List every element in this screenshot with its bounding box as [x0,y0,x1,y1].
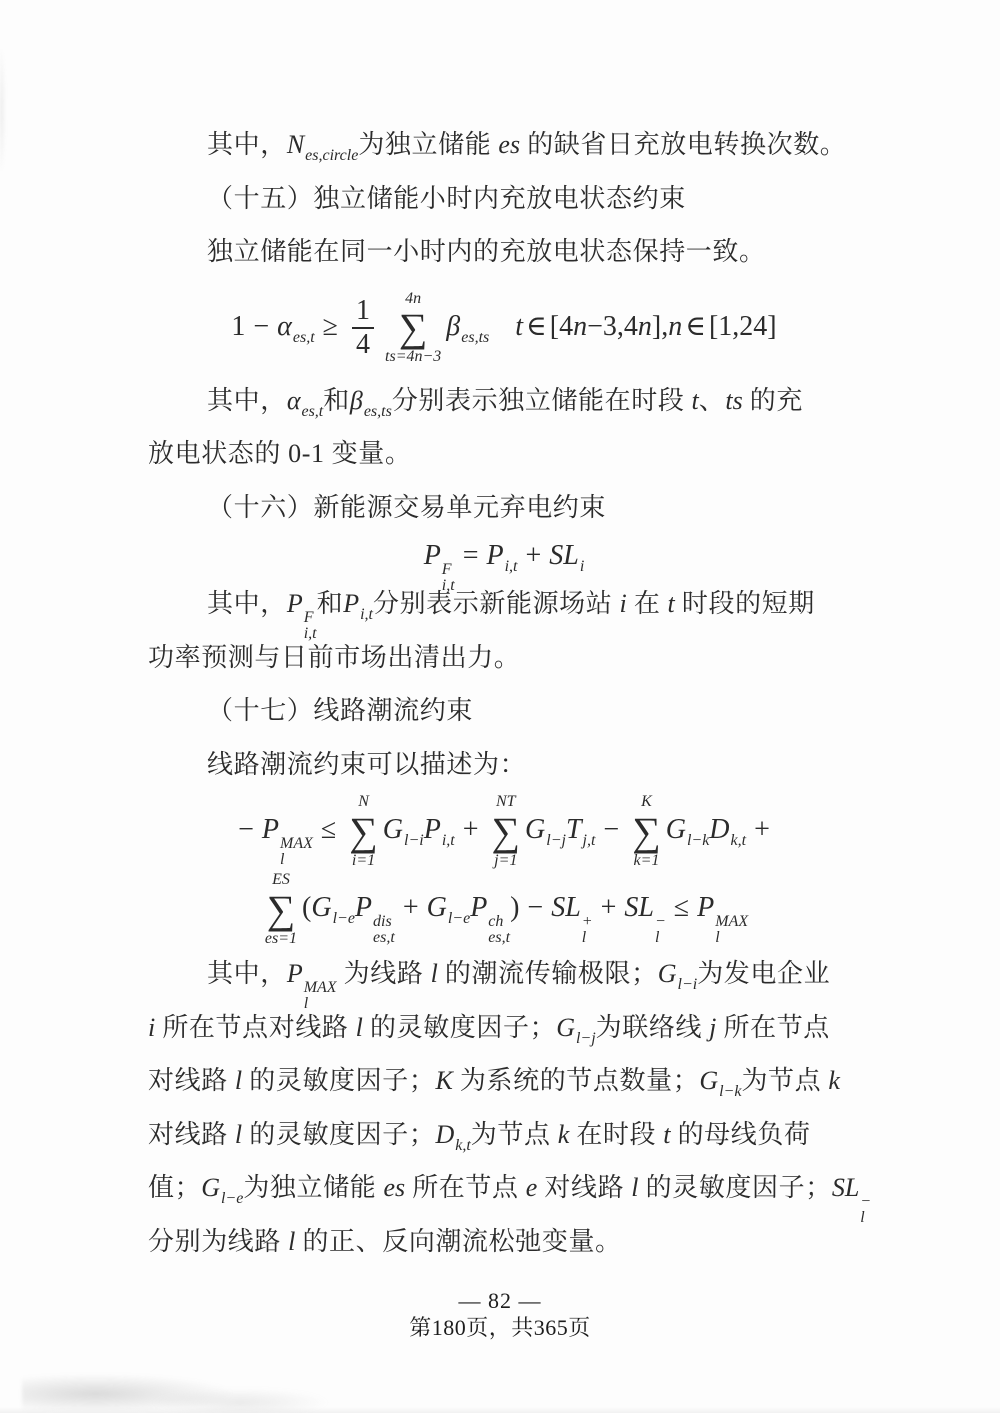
heading-section-16: （十六）新能源交易单元弃电约束 [207,492,607,522]
fraction: $\frac{1}{4}$ [352,295,374,361]
formula-line-flow-2: ES ∑ es=1 ($G_{l-e}P$ dis es,t + $G_{l-e}P$ ch es,t ) − SL + l + SL − l ≤ P MAX l [264,871,749,947]
sum-operator: K ∑ k=1 [632,793,661,869]
sum-operator: ES ∑ es=1 [264,871,298,947]
heading-section-17: （十七）线路潮流约束 [207,696,474,725]
para-alpha-beta-line2: 放电状态的 0-1 变量。 [148,439,412,468]
sum-operator: 4n ∑ ts=4n−3 [385,289,442,366]
scan-edge-shadow [0,1407,1000,1413]
formula-charge-state: $1 - \alpha_{es,t}$ ≥ $\frac{1}{4}$ 4n ∑ ts=4n−3 $\beta_{es,ts}$ t ∈ [4n−3,4n],n ∈ [1,24] [231,289,777,366]
para-flow-intro: 线路潮流约束可以描述为： [207,749,527,779]
para-flow-desc-6: 分别为线路 l 的正、反向潮流松弛变量。 [148,1226,622,1256]
scan-smudge [150,1388,330,1412]
para-forecast-line1: 其中，P F i,t 和$P_{i,t}$分别表示新能源场站 i 在 t 时段的短期 [207,589,815,642]
para-flow-desc-3: 对线路 l 的灵敏度因子；K 为系统的节点数量；$G_{l-k}$为节点 k [148,1066,840,1100]
para-flow-desc-2: i 所在节点对线路 l 的灵敏度因子；$G_{l-j}$为联络线 j 所在节点 [148,1012,830,1047]
para-alpha-beta-line1: 其中，$\alpha_{es,t}$和$\beta_{es,ts}$分别表示独立储能在时段 t、ts 的充 [207,385,804,420]
scan-smudge [22,1374,232,1410]
sum-operator: N ∑ i=1 [349,793,378,869]
para-forecast-line2: 功率预测与日前市场出清出力。 [148,642,521,672]
scan-smudge [0,50,6,170]
para-flow-desc-1: 其中，P MAX l 为线路 l 的潮流传输极限；$G_{l-i}$为发电企业 [207,959,831,1012]
para-flow-desc-5: 值；$G_{l-e}$为独立储能 es 所在节点 e 对线路 l 的灵敏度因子；SL − l [148,1173,872,1226]
sum-operator: NT ∑ j=1 [491,793,521,869]
page-info: 第180页，共365页 [409,1315,591,1340]
para-flow-desc-4: 对线路 l 的灵敏度因子；$D_{k,t}$为节点 k 在时段 t 的母线负荷 [148,1119,811,1154]
page-footer [0,1288,1000,1342]
formula-curtailment: P F i,t = $P_{i,t} + SL_i$ [423,540,585,594]
heading-section-15: （十五）独立储能小时内充放电状态约束 [207,183,686,213]
para-state-consistency: 独立储能在同一小时内的充放电状态保持一致。 [207,237,766,266]
para-default-cycle-count: 其中，$N_{es,circle}$为独立储能 es 的缺省日充放电转换次数。 [207,130,847,164]
formula-line-flow-1: − P MAX l ≤ N ∑ i=1 $G_{l-i}P_{i,t}$ + NT ∑ j=1 $G_{l-j}T_{j,t}$ − K ∑ k=1 $G_{l-k}D_{k,t}$ + [238,793,770,869]
document-body [148,118,872,1268]
page-number: — 82 — [458,1288,542,1313]
